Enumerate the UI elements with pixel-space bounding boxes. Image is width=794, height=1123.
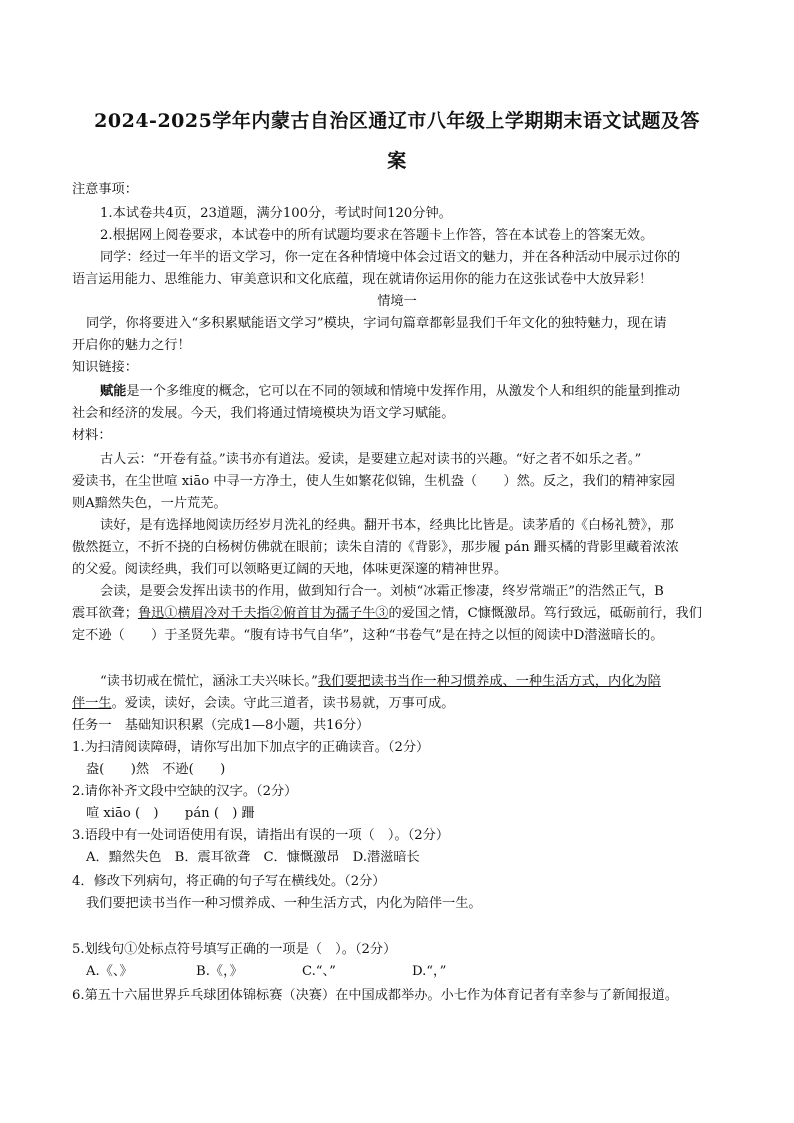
- question-6: 6.第五十六届世界乒乓球团体锦标赛（决赛）在中国成都举办。小七作为体育记者有幸参与了新闻报道。: [72, 988, 679, 1003]
- material-b-line-3: 的父爱。阅读经典，我们可以领略更辽阔的天地，体味更深邃的精神世界。: [72, 562, 508, 577]
- material-b-line-2: 傲然挺立，不折不挠的白杨树仿佛就在眼前；读朱自清的《背影》，那步履 pán 跚买橘的背影里藏着浓浓: [72, 540, 679, 555]
- knowledge-line-1-rest: 是一个多维度的概念，它可以在不同的领域和情境中发挥作用，从激发个人和组织的能量到推动: [126, 384, 681, 399]
- scene-line-2: 开启你的魅力之行！: [72, 338, 191, 353]
- material-heading: 材料：: [72, 428, 112, 443]
- underlined-sentence-1: 鲁迅①横眉冷对千夫指②俯首甘为孺子牛③: [137, 606, 389, 621]
- material-c-line-2-end: 的爱国之情，C慷慨激昂。笃行致远，砥砺前行，我们: [388, 606, 702, 621]
- notice-item-1: 1.本试卷共4页，23道题，满分100分，考试时间120分钟。: [100, 206, 452, 221]
- knowledge-line-2: 社会和经济的发展。今天，我们将通过情境模块为语文学习赋能。: [72, 406, 455, 421]
- underlined-sentence-2b: 伴一生: [72, 696, 112, 711]
- material-a-line-2: 爱读书，在尘世喧 xiāo 中寻一方净土，使人生如繁花似锦，生机盎（ ）然。反之，我们的精神家园: [72, 474, 675, 489]
- question-1: 1.为扫清阅读障碍，请你写出加下加点字的正确读音。（2分）: [72, 740, 430, 755]
- question-2-answer-blanks: 喧 xiāo ( ) pán ( ) 跚: [86, 806, 255, 821]
- question-3: 3.语段中有一处词语使用有误，请指出有误的一项（ ）。（2分）: [72, 828, 450, 843]
- scene-line-1: 同学，你将要进入“多积累赋能语文学习”模块，字词句篇章都彰显我们千年文化的独特魅力，现在请: [86, 316, 667, 331]
- question-5-option-a: A.《、》: [86, 964, 133, 979]
- question-5-option-c: C.“、”: [302, 964, 336, 979]
- intro-line-1: 同学：经过一年半的语文学习，你一定在各种情境中体会过语文的魅力，并在各种活动中展示过你的: [100, 250, 681, 265]
- material-d-line-1: [100, 672, 661, 692]
- question-2: 2.请你补齐文段中空缺的汉字。（2分）: [72, 784, 298, 799]
- material-c-line-2: [72, 604, 702, 624]
- question-1-answer-blanks: 盎( )然 不逊( ): [86, 762, 226, 777]
- material-c-line-3: 定不逊（ ）于圣贤先辈。“腹有诗书气自华”，这种“书卷气”是在持之以恒的阅读中D潜滋暗长的。: [72, 628, 664, 643]
- material-a-line-1: 古人云：“开卷有益。”读书亦有道法。爱读，是要建立起对读书的兴趣。“好之者不如乐之者。”: [100, 452, 642, 467]
- notice-item-2: 2.根据网上阅卷要求，本试卷中的所有试题均要求在答题卡上作答，答在本试卷上的答案无效。: [100, 228, 654, 243]
- notice-heading: 注意事项：: [72, 182, 138, 197]
- underlined-sentence-2a: 我们要把读书当作一种习惯养成、一种生活方式，内化为陪: [317, 674, 661, 689]
- material-d-line-2: [72, 694, 454, 714]
- question-4: 4．修改下列病句，将正确的句子写在横线处。（2分）: [72, 874, 386, 889]
- question-5: 5.划线句①处标点符号填写正确的一项是（ ）。（2分）: [72, 942, 397, 957]
- material-d-line-1-quote: “读书切戒在慌忙，涵泳工夫兴味长。”: [100, 674, 318, 689]
- exam-title-line1: 2024-2025学年内蒙古自治区通辽市八年级上学期期末语文试题及答: [94, 110, 700, 132]
- material-c-line-2-start: 震耳欲聋；: [72, 606, 138, 621]
- task1-heading: 任务一 基础知识积累（完成1—8小题，共16分）: [72, 718, 370, 733]
- intro-line-2: 语言运用能力、思维能力、审美意识和文化底蕴，现在就请你运用你的能力在这张试卷中大放异彩！: [72, 272, 653, 287]
- material-c-line-1: 会读，是要会发挥出读书的作用，做到知行合一。刘桢“冰霜正惨凄，终岁常端正”的浩然正气，B: [100, 584, 664, 599]
- question-3-options: A．黯然失色 B．震耳欲聋 C．慷慨激昂 D.潜滋暗长: [86, 850, 420, 865]
- scene-heading: 情境一: [377, 294, 417, 309]
- question-4-sentence: 我们要把读书当作一种习惯养成、一种生活方式，内化为陪伴一生。: [86, 896, 482, 911]
- material-b-line-1: 读好，是有选择地阅读历经岁月洗礼的经典。翻开书本，经典比比皆是。读茅盾的《白杨礼赞》，那: [100, 518, 674, 533]
- exam-title-line2: 案: [387, 150, 407, 172]
- knowledge-line-1: [100, 382, 680, 402]
- knowledge-heading: 知识链接：: [72, 360, 138, 375]
- question-5-option-d: D.“，”: [412, 964, 447, 979]
- question-5-option-b: B.《，》: [196, 964, 243, 979]
- material-d-line-2-rest: 。爱读，读好，会读。守此三道者，读书易就，万事可成。: [111, 696, 455, 711]
- material-a-line-3: 则A黯然失色，一片荒芜。: [72, 496, 227, 511]
- question-5-options: [86, 962, 446, 982]
- knowledge-bold-word: 赋能: [100, 384, 127, 399]
